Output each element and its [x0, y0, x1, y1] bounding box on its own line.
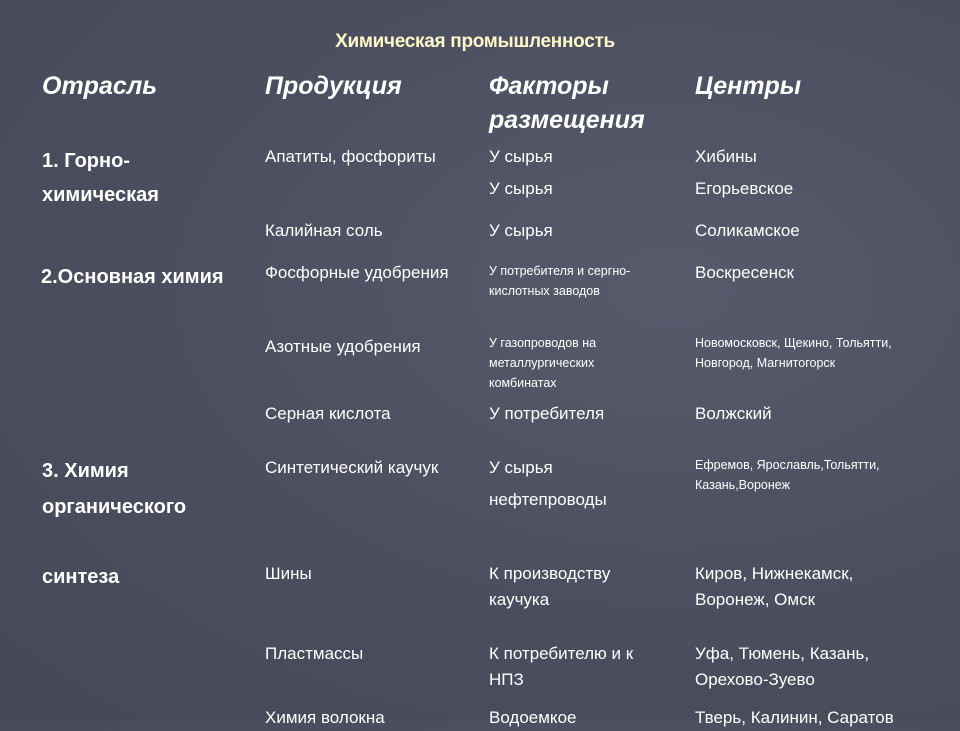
header-products: Продукция	[265, 72, 402, 100]
table-row-factor: У газопроводов на	[489, 336, 597, 350]
section-mining-line2: химическая	[42, 184, 159, 206]
section-organic-line1: 3. Химия	[42, 460, 129, 482]
table-row-product: Синтетический каучук	[265, 458, 439, 477]
table-row-center: Соликамское	[695, 221, 800, 240]
table-row-center: Волжский	[695, 404, 772, 423]
table-row-center: Воскресенск	[695, 263, 794, 282]
table-row-center: Орехово-Зуево	[695, 670, 815, 689]
table-row-center: Казань,Воронеж	[695, 478, 790, 492]
table-row-center: Хибины	[695, 147, 757, 166]
page-title: Химическая промышленность	[335, 31, 615, 52]
section-organic-line3: синтеза	[42, 566, 120, 588]
header-branch: Отрасль	[42, 72, 158, 100]
table-row-center: Уфа, Тюмень, Казань,	[695, 644, 870, 663]
table-row-factor: нефтепроводы	[489, 490, 607, 509]
table-row-factor: НПЗ	[489, 670, 524, 689]
table-row-product: Фосфорные удобрения	[265, 263, 449, 282]
header-centers: Центры	[695, 72, 802, 100]
table-row-factor: У потребителя и сергно-	[489, 264, 631, 278]
table-row-product: Химия волокна	[265, 708, 385, 727]
table-row-factor: кислотных заводов	[489, 284, 600, 298]
table-row-center: Киров, Нижнекамск,	[695, 564, 854, 583]
table-row-factor: У сырья	[489, 179, 553, 198]
header-factors-line2: размещения	[489, 106, 645, 134]
table-row-factor: комбинатах	[489, 376, 557, 390]
section-basic-chemistry: 2.Основная химия	[41, 266, 224, 288]
section-mining-line1: 1. Горно-	[42, 150, 130, 172]
table-row-center: Новгород, Магнитогорск	[695, 356, 836, 370]
table-row-product: Калийная соль	[265, 221, 383, 240]
section-organic-line2: органического	[42, 496, 187, 518]
table-row-factor: металлургических	[489, 356, 595, 370]
table-row-product: Азотные удобрения	[265, 337, 421, 356]
header-factors-line1: Факторы	[489, 72, 609, 100]
table-row-factor: У сырья	[489, 147, 553, 166]
table-row-factor: К производству	[489, 564, 611, 583]
table-row-center: Тверь, Калинин, Саратов	[695, 708, 894, 727]
table-row-product: Серная кислота	[265, 404, 391, 423]
table-row-center: Воронеж, Омск	[695, 590, 816, 609]
table-row-factor: каучука	[489, 590, 550, 609]
table-row-center: Новомосковск, Щекино, Тольятти,	[695, 336, 892, 350]
table-row-product: Шины	[265, 564, 312, 583]
table-row-factor: У сырья	[489, 221, 553, 240]
table-row-center: Ефремов, Ярославль,Тольятти,	[695, 458, 880, 472]
table-row-factor: У сырья	[489, 458, 553, 477]
table-row-center: Егорьевское	[695, 179, 794, 198]
table-row-product: Апатиты, фосфориты	[265, 147, 436, 166]
table-row-factor: К потребителю и к	[489, 644, 634, 663]
table-row-factor: У потребителя	[489, 404, 605, 423]
table-row-product: Пластмассы	[265, 644, 364, 663]
table-row-factor: Водоемкое	[489, 708, 577, 727]
